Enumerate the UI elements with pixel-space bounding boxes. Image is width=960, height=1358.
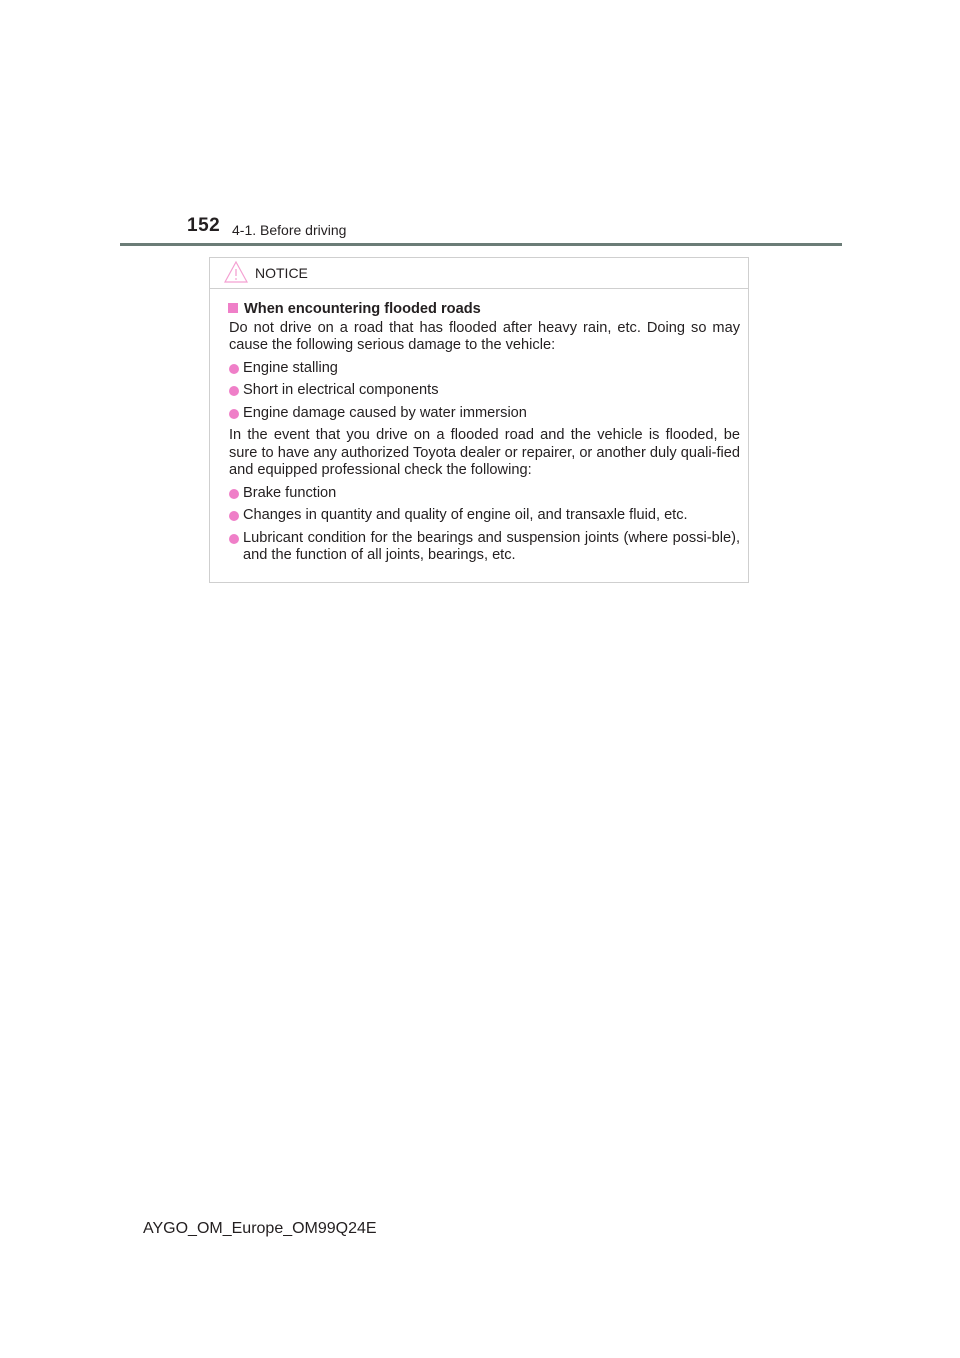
list-item-text: Short in electrical components	[243, 382, 439, 398]
circle-bullet-icon	[229, 364, 239, 374]
notice-label: NOTICE	[255, 265, 308, 281]
document-code: AYGO_OM_Europe_OM99Q24E	[143, 1220, 377, 1237]
circle-bullet-icon	[229, 489, 239, 499]
circle-bullet-icon	[229, 534, 239, 544]
notice-heading	[229, 301, 740, 319]
list-item-text: Engine stalling	[243, 359, 338, 376]
page-number: 152	[187, 215, 221, 236]
list-item	[229, 360, 740, 378]
list-item-text: Engine damage caused by water immersion	[243, 404, 527, 421]
list-item	[229, 507, 740, 525]
list-item-text: Lubricant condition for the bearings and suspension joints (where possi-ble), and the function of all joints, bearings, etc.	[243, 529, 740, 563]
warning-triangle-icon	[224, 261, 248, 283]
notice-heading-text: When encountering flooded roads	[244, 301, 481, 317]
header-divider	[120, 243, 842, 246]
list-item-text: Changes in quantity and quality of engine oil, and transaxle fluid, etc.	[243, 507, 688, 523]
circle-bullet-icon	[229, 386, 239, 396]
list-item-text: Brake function	[243, 484, 337, 501]
section-title: 4-1. Before driving	[232, 222, 347, 238]
list-item	[229, 405, 740, 423]
circle-bullet-icon	[229, 409, 239, 419]
notice-intro: Do not drive on a road that has flooded after heavy rain, etc. Doing so may cause the following serious damage to the vehicle:	[229, 319, 740, 353]
square-bullet-icon	[228, 303, 238, 313]
notice-body	[210, 289, 748, 565]
circle-bullet-icon	[229, 511, 239, 521]
notice-box	[209, 257, 749, 583]
notice-header	[210, 258, 748, 289]
list-item	[229, 485, 740, 503]
notice-followup: In the event that you drive on a flooded road and the vehicle is flooded, be sure to have any authorized Toyota dealer or repairer, or another duly quali-fied and equipped professional check the following:	[229, 427, 740, 478]
list-item	[229, 382, 740, 400]
list-item	[229, 530, 740, 565]
